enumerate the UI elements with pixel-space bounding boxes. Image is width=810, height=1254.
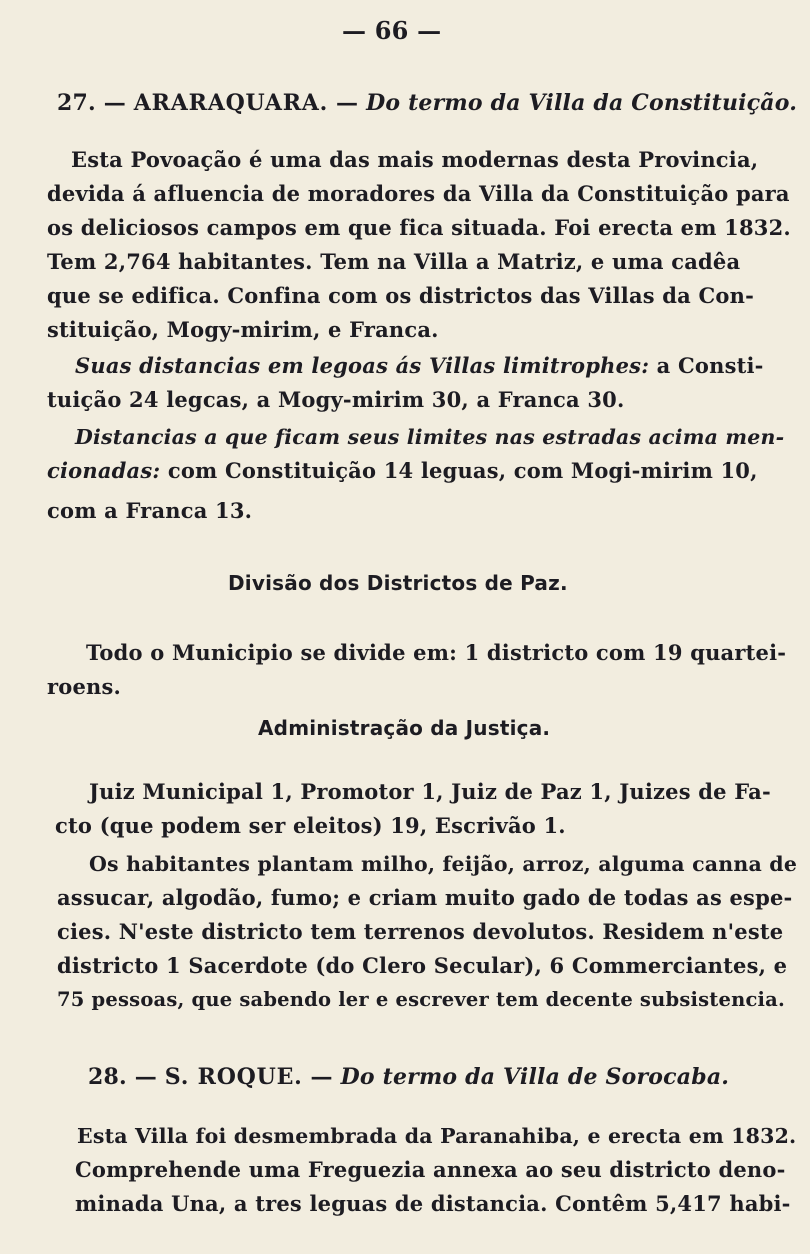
- text-line: tuição 24 legcas, a Mogy-mirim 30, a Franca 30.: [47, 387, 625, 412]
- distances-rest: a Consti-: [656, 353, 764, 378]
- heading-justice: Administração da Justiça.: [258, 716, 551, 740]
- text-line: minada Una, a tres leguas de distancia. Contêm 5,417 habi-: [75, 1191, 791, 1216]
- text-line: roens.: [47, 674, 122, 699]
- text-line: Esta Povoação é uma das mais modernas desta Provincia,: [71, 147, 759, 172]
- entry-28-title: [88, 1064, 729, 1090]
- text-line: que se edifica. Confina com os districtos das Villas da Con-: [47, 283, 754, 308]
- limits-italic-end: cionadas:: [47, 458, 161, 483]
- limits-line-2: [47, 458, 758, 484]
- entry-28-name: S. ROQUE.: [164, 1064, 303, 1090]
- limits-italic-line: Distancias a que ficam seus limites nas estradas acima men-: [75, 425, 785, 449]
- text-line: Esta Villa foi desmembrada da Paranahiba, e erecta em 1832.: [77, 1124, 797, 1148]
- entry-27-title: [57, 90, 797, 116]
- entry-27-subtitle: Do termo da Villa da Constituição.: [366, 90, 798, 116]
- distances-line-1: [75, 353, 764, 379]
- entry-27-dash: —: [336, 90, 359, 116]
- text-line: Tem 2,764 habitantes. Tem na Villa a Matriz, e uma cadêa: [47, 249, 741, 274]
- entry-28-dash: —: [310, 1064, 333, 1090]
- text-line: stituição, Mogy-mirim, e Franca.: [47, 317, 439, 342]
- page-number: — 66 —: [342, 16, 442, 45]
- text-line: devida á afluencia de moradores da Villa da Constituição para: [47, 181, 790, 206]
- text-line: os deliciosos campos em que fica situada. Foi erecta em 1832.: [47, 215, 791, 240]
- text-line: 75 pessoas, que sabendo ler e escrever tem decente subsistencia.: [57, 988, 785, 1011]
- entry-27-number: 27. —: [57, 90, 126, 116]
- text-line: Os habitantes plantam milho, feijão, arroz, alguma canna de: [89, 852, 798, 876]
- text-line: com a Franca 13.: [47, 498, 253, 523]
- entry-28-number: 28. —: [88, 1064, 157, 1090]
- text-line: Todo o Municipio se divide em: 1 districto com 19 quartei-: [86, 640, 787, 665]
- text-line: assucar, algodão, fumo; e criam muito gado de todas as espe-: [57, 885, 793, 910]
- text-line: cto (que podem ser eleitos) 19, Escrivão 1.: [55, 813, 566, 838]
- distances-italic: Suas distancias em legoas ás Villas limitrophes:: [75, 353, 650, 378]
- entry-27-name: ARARAQUARA.: [133, 90, 329, 116]
- entry-28-subtitle: Do termo da Villa de Sorocaba.: [340, 1064, 730, 1090]
- text-line: cies. N'este districto tem terrenos devolutos. Residem n'este: [57, 919, 784, 944]
- text-line: Comprehende uma Freguezia annexa ao seu districto deno-: [75, 1157, 786, 1182]
- text-line: Juiz Municipal 1, Promotor 1, Juiz de Paz 1, Juizes de Fa-: [89, 779, 771, 804]
- heading-division: Divisão dos Districtos de Paz.: [228, 571, 568, 595]
- limits-rest: com Constituição 14 leguas, com Mogi-mirim 10,: [167, 458, 758, 483]
- text-line: districto 1 Sacerdote (do Clero Secular), 6 Commerciantes, e: [57, 953, 788, 978]
